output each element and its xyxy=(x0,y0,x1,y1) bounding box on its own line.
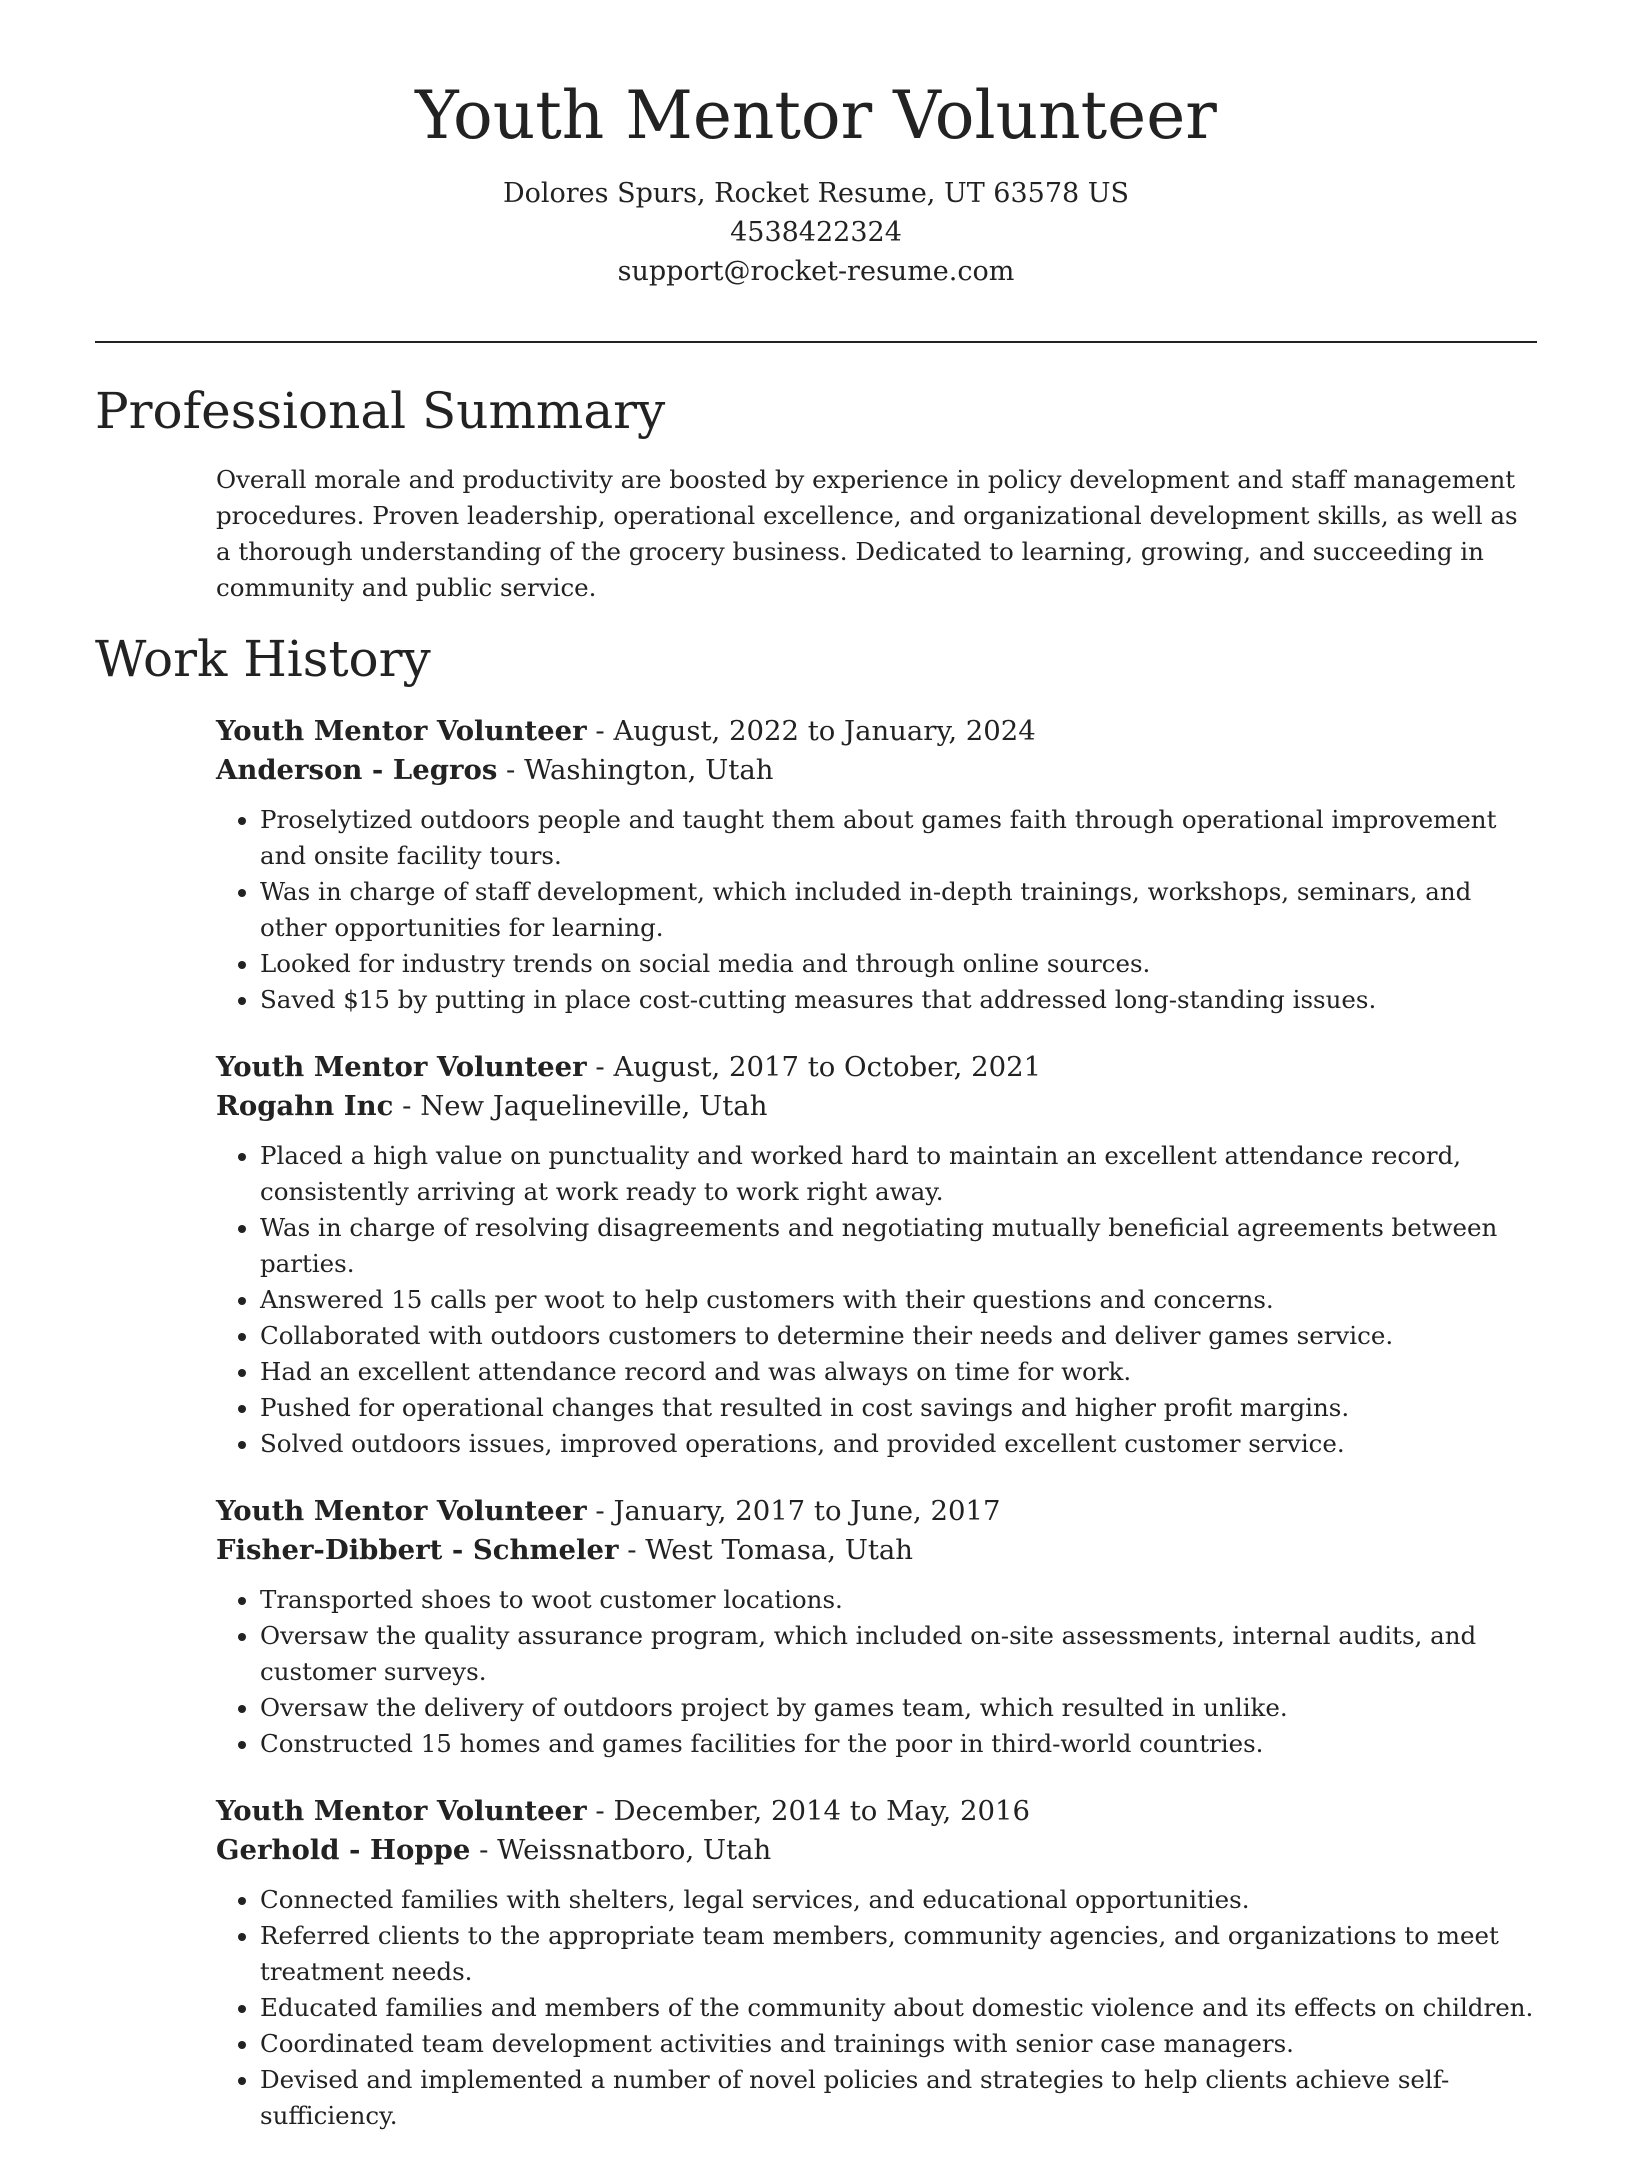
resume-header xyxy=(95,78,1537,291)
work-history-heading: Work History xyxy=(95,630,431,688)
job-employer xyxy=(216,1531,1537,1570)
job-title: Youth Mentor Volunteer xyxy=(216,1495,587,1527)
job-bullet-list xyxy=(216,1882,1537,2134)
job-title: Youth Mentor Volunteer xyxy=(216,715,587,747)
job-bullet: • Educated families and members of the community about domestic violence and its effects on children. xyxy=(260,1990,1537,2026)
job-employer xyxy=(216,751,1537,790)
job-bullet: • Pushed for operational changes that resulted in cost savings and higher profit margins. xyxy=(260,1390,1537,1426)
contact-email: support@rocket-resume.com xyxy=(617,255,1015,287)
job-bullet: • Had an excellent attendance record and was always on time for work. xyxy=(260,1354,1537,1390)
job-bullet: • Devised and implemented a number of novel policies and strategies to help clients achieve self-sufficiency. xyxy=(260,2062,1537,2134)
job-company: Anderson - Legros xyxy=(216,754,498,786)
job-employer xyxy=(216,1087,1537,1126)
summary-heading: Professional Summary xyxy=(95,382,666,440)
job-bullet-list xyxy=(216,1582,1537,1762)
job-heading xyxy=(216,712,1537,751)
job-bullet: • Constructed 15 homes and games facilities for the poor in third-world countries. xyxy=(260,1726,1537,1762)
job-employer xyxy=(216,1831,1537,1870)
job-dates: - January, 2017 to June, 2017 xyxy=(586,1495,1001,1527)
job-bullet: • Proselytized outdoors people and taught them about games faith through operational improvement and onsite facility tours. xyxy=(260,802,1537,874)
job-bullet: • Connected families with shelters, legal services, and educational opportunities. xyxy=(260,1882,1537,1918)
job-bullet: • Transported shoes to woot customer locations. xyxy=(260,1582,1537,1618)
job-dates: - August, 2022 to January, 2024 xyxy=(586,715,1036,747)
job-company: Gerhold - Hoppe xyxy=(216,1834,471,1866)
job-title: Youth Mentor Volunteer xyxy=(216,1795,587,1827)
job-heading xyxy=(216,1492,1537,1531)
job-bullet-list xyxy=(216,1138,1537,1462)
job-heading xyxy=(216,1792,1537,1831)
job-bullet: • Referred clients to the appropriate team members, community agencies, and organizations to meet treatment needs. xyxy=(260,1918,1537,1990)
job-company: Fisher-Dibbert - Schmeler xyxy=(216,1534,619,1566)
work-history-list xyxy=(216,712,1537,2164)
job-bullet: • Coordinated team development activities and trainings with senior case managers. xyxy=(260,2026,1537,2062)
job-entry xyxy=(216,1492,1537,1762)
contact-phone: 4538422324 xyxy=(730,216,902,248)
job-bullet: • Placed a high value on punctuality and worked hard to maintain an excellent attendance record, consistently arriving at work ready to work right away. xyxy=(260,1138,1537,1210)
job-location: - West Tomasa, Utah xyxy=(618,1534,914,1566)
job-entry xyxy=(216,712,1537,1018)
job-dates: - August, 2017 to October, 2021 xyxy=(586,1051,1042,1083)
job-bullet: • Oversaw the delivery of outdoors project by games team, which resulted in unlike. xyxy=(260,1690,1537,1726)
job-bullet: • Was in charge of resolving disagreements and negotiating mutually beneficial agreements between parties. xyxy=(260,1210,1537,1282)
header-divider xyxy=(95,341,1537,343)
job-title: Youth Mentor Volunteer xyxy=(216,1051,587,1083)
job-company: Rogahn Inc xyxy=(216,1090,394,1122)
job-location: - New Jaquelineville, Utah xyxy=(393,1090,768,1122)
job-heading xyxy=(216,1048,1537,1087)
candidate-name: Youth Mentor Volunteer xyxy=(415,77,1217,154)
job-bullet: • Answered 15 calls per woot to help customers with their questions and concerns. xyxy=(260,1282,1537,1318)
job-bullet: • Was in charge of staff development, which included in-depth trainings, workshops, seminars, and other opportunities for learning. xyxy=(260,874,1537,946)
job-location: - Weissnatboro, Utah xyxy=(470,1834,772,1866)
job-location: - Washington, Utah xyxy=(497,754,774,786)
job-bullet: • Oversaw the quality assurance program, which included on-site assessments, internal audits, and customer surveys. xyxy=(260,1618,1537,1690)
job-bullet-list xyxy=(216,802,1537,1018)
job-bullet: • Solved outdoors issues, improved operations, and provided excellent customer service. xyxy=(260,1426,1537,1462)
job-bullet: • Collaborated with outdoors customers to determine their needs and deliver games service. xyxy=(260,1318,1537,1354)
job-bullet: • Looked for industry trends on social media and through online sources. xyxy=(260,946,1537,982)
job-dates: - December, 2014 to May, 2016 xyxy=(586,1795,1030,1827)
contact-address: Dolores Spurs, Rocket Resume, UT 63578 US xyxy=(502,177,1130,209)
job-entry xyxy=(216,1048,1537,1462)
summary-text: Overall morale and productivity are boosted by experience in policy development and staff management procedures. Proven leadership, operational excellence, and organizational development skills, as well as a thorough understanding of the grocery business. Dedicated to learning, growing, and succeeding in community and public service. xyxy=(216,465,1518,602)
job-bullet: • Saved $15 by putting in place cost-cutting measures that addressed long-standing issues. xyxy=(260,982,1537,1018)
job-entry xyxy=(216,1792,1537,2134)
